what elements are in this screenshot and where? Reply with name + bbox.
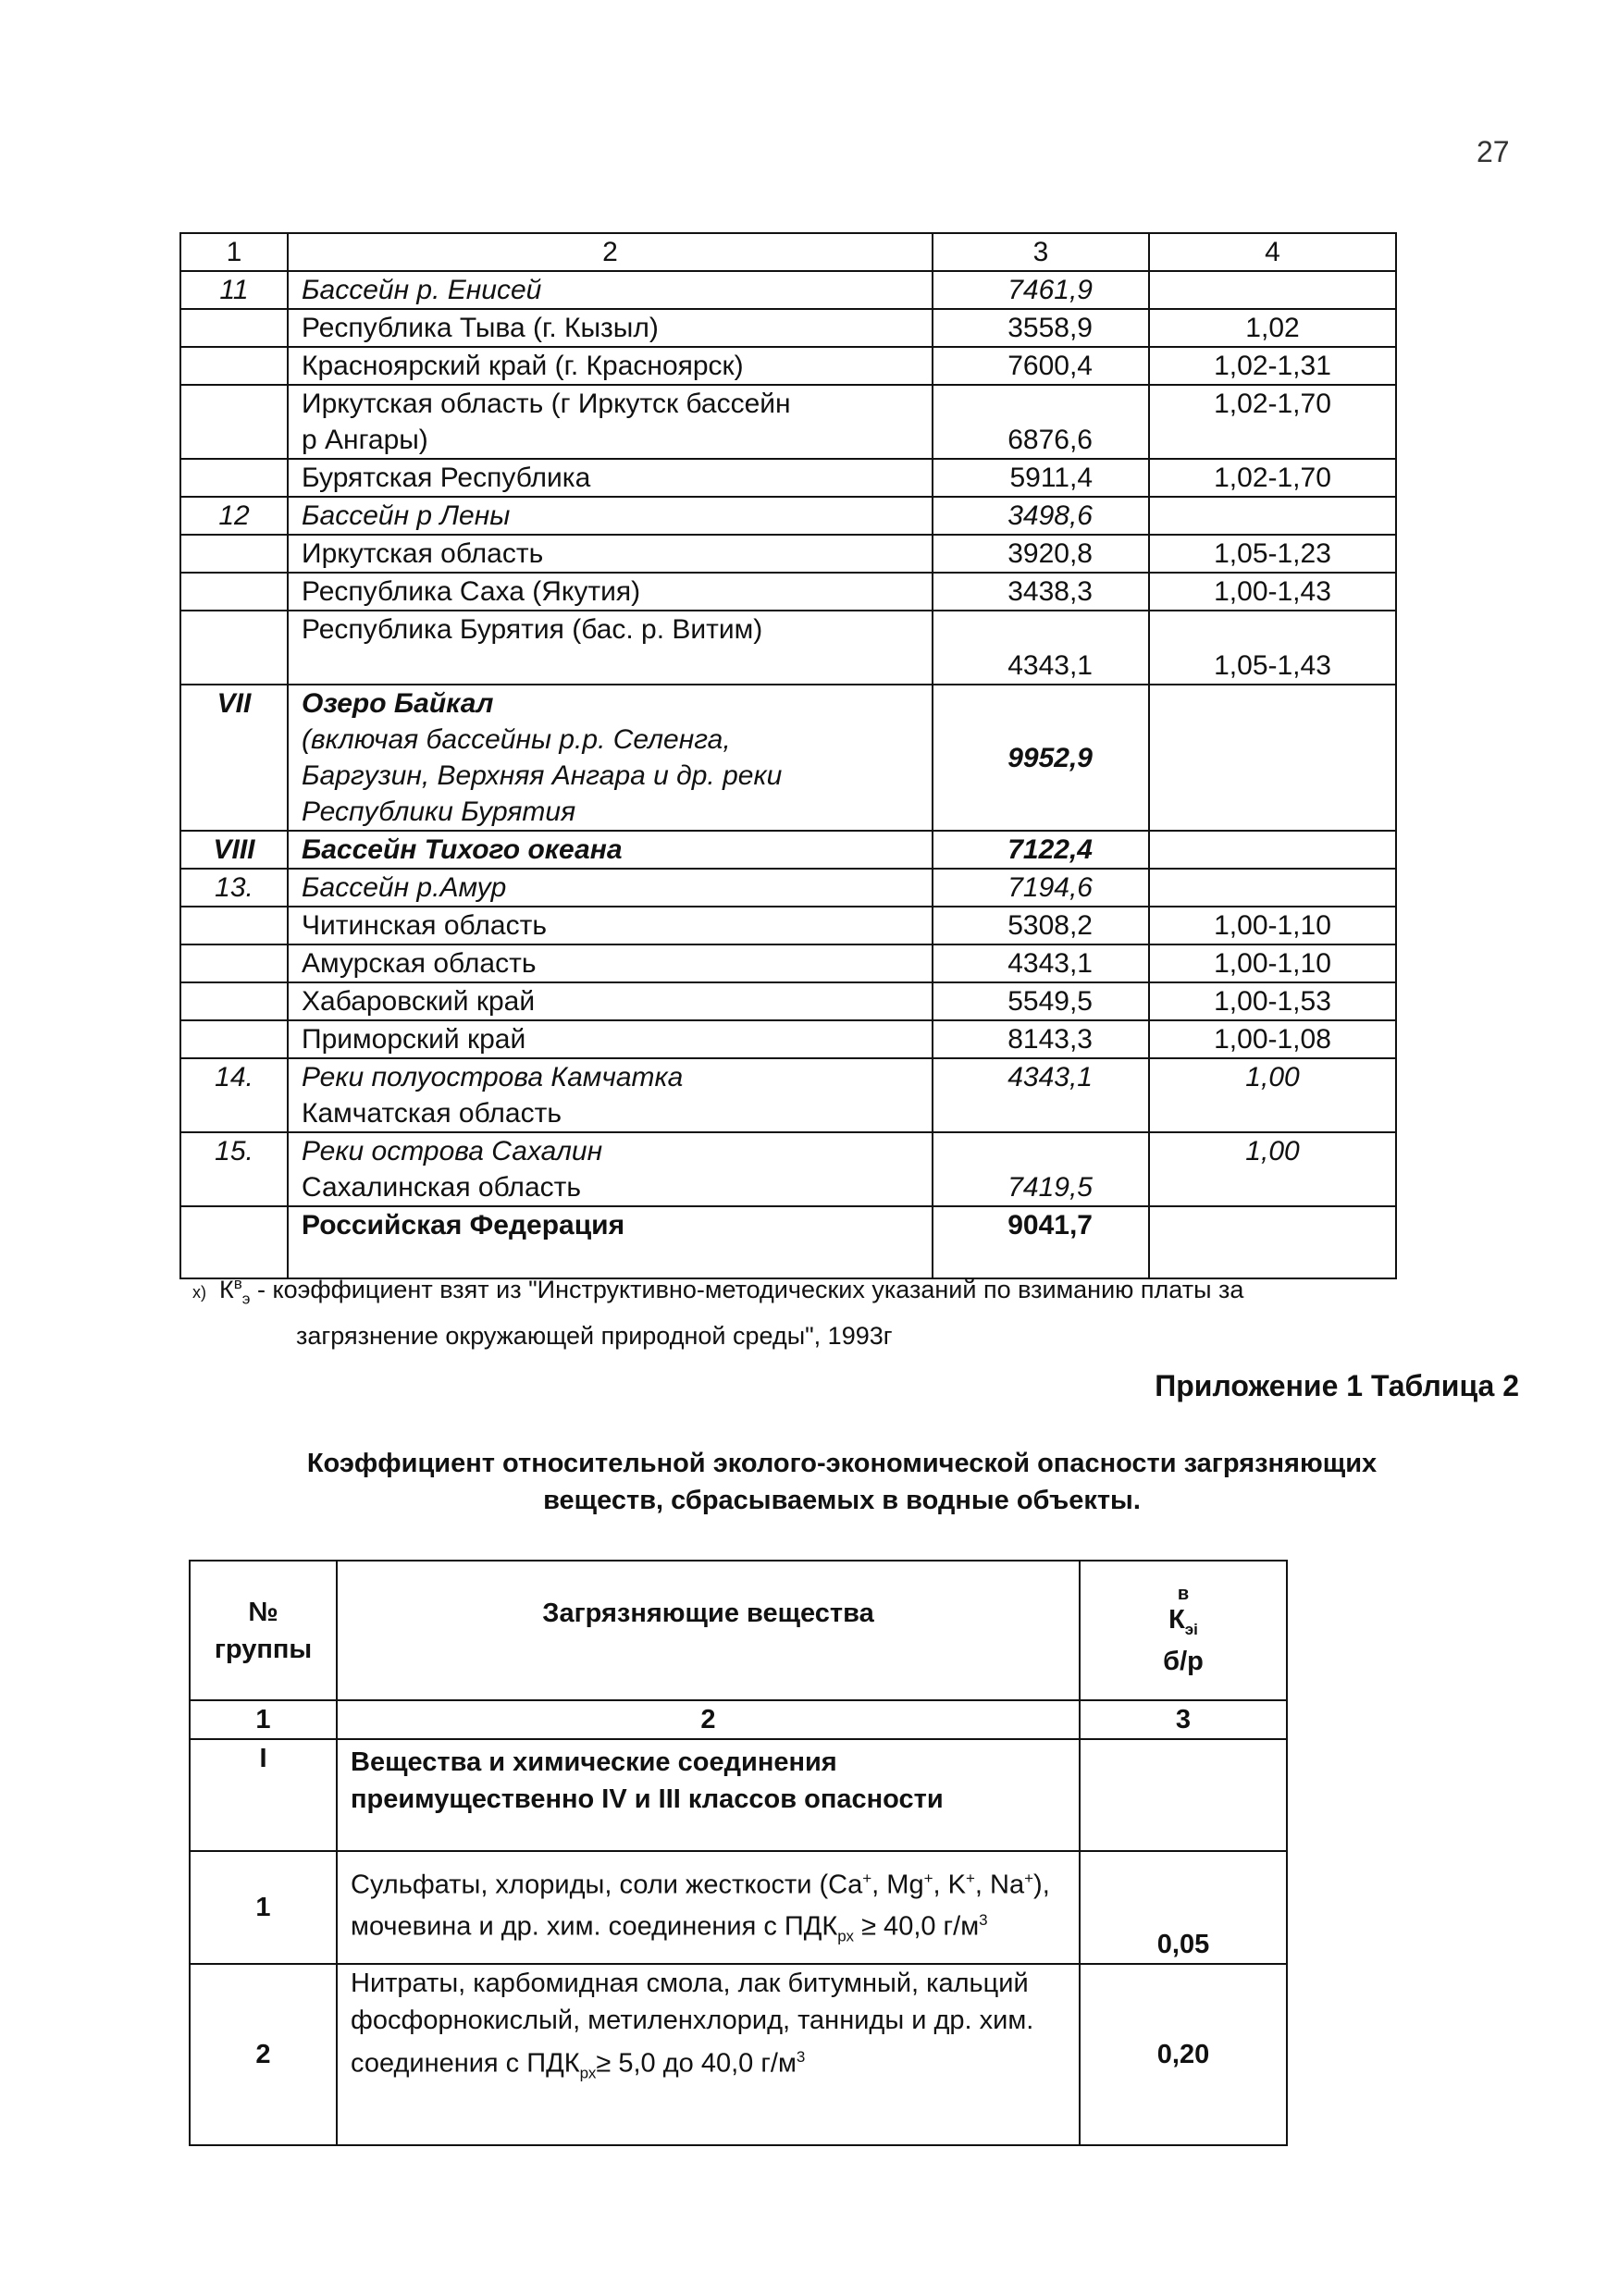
row-coef: 1,00-1,08 bbox=[1149, 1020, 1396, 1058]
row-coef: 1,00 bbox=[1149, 1132, 1396, 1206]
table-row bbox=[180, 685, 1396, 831]
row-num bbox=[180, 611, 288, 685]
header-group: группы bbox=[214, 1634, 313, 1664]
footnote-marker: х) bbox=[192, 1283, 206, 1302]
row-coef: 1,00 bbox=[1149, 1058, 1396, 1132]
column-numbers-row bbox=[190, 1700, 1287, 1739]
footnote bbox=[192, 1265, 1525, 1354]
text: ≥ 40,0 г/м bbox=[854, 1911, 980, 1942]
row-value: 9952,9 bbox=[933, 685, 1149, 831]
row-value: 5911,4 bbox=[933, 459, 1149, 497]
row-value: 6876,6 bbox=[933, 385, 1149, 459]
row-name bbox=[288, 1132, 933, 1206]
table-row bbox=[180, 982, 1396, 1020]
row-coef bbox=[1149, 831, 1396, 869]
sup: + bbox=[965, 1869, 975, 1887]
row-num bbox=[180, 535, 288, 573]
row-coef: 1,02 bbox=[1149, 309, 1396, 347]
table-row bbox=[190, 1739, 1287, 1851]
text: , Mg bbox=[871, 1870, 924, 1900]
row-num: 11 bbox=[180, 271, 288, 309]
row-value: 3438,3 bbox=[933, 573, 1149, 611]
row-coef: 1,05-1,23 bbox=[1149, 535, 1396, 573]
row-value: 7194,6 bbox=[933, 869, 1149, 907]
header-cell: 4 bbox=[1149, 233, 1396, 271]
header-coef-symbol bbox=[1094, 1604, 1273, 1646]
table-row bbox=[180, 831, 1396, 869]
footnote-symbol: К bbox=[219, 1276, 234, 1303]
row-num: 13. bbox=[180, 869, 288, 907]
table-row bbox=[180, 309, 1396, 347]
row-coef: 1,05-1,43 bbox=[1149, 611, 1396, 685]
column-number: 2 bbox=[337, 1700, 1080, 1739]
row-num bbox=[180, 459, 288, 497]
table-row bbox=[180, 385, 1396, 459]
row-name-title: Озеро Байкал bbox=[302, 688, 494, 719]
header-num-sign: № bbox=[248, 1597, 278, 1627]
row-name-title: Реки полуострова Камчатка bbox=[302, 1062, 684, 1092]
row-name: Приморский край bbox=[288, 1020, 933, 1058]
row-coef: 1,00-1,10 bbox=[1149, 944, 1396, 982]
column-number: 1 bbox=[190, 1700, 337, 1739]
row-name bbox=[337, 1964, 1080, 2145]
row-num bbox=[180, 907, 288, 944]
row-coef bbox=[1149, 497, 1396, 535]
header-coef-sup: в bbox=[1177, 1584, 1190, 1605]
row-value: 3920,8 bbox=[933, 535, 1149, 573]
header-coef-sub: эi bbox=[1184, 1620, 1198, 1638]
row-name: Бассейн р.Амур bbox=[288, 869, 933, 907]
text: , Na bbox=[974, 1870, 1025, 1900]
row-coef: 1,00-1,53 bbox=[1149, 982, 1396, 1020]
row-value: 7122,4 bbox=[933, 831, 1149, 869]
table-row bbox=[180, 869, 1396, 907]
row-num: I bbox=[190, 1739, 337, 1851]
table-row bbox=[180, 1020, 1396, 1058]
row-name bbox=[337, 1851, 1080, 1964]
row-num bbox=[180, 944, 288, 982]
table-header-row bbox=[190, 1561, 1287, 1700]
table-row bbox=[190, 1851, 1287, 1964]
row-name: Республика Саха (Якутия) bbox=[288, 573, 933, 611]
appendix-label: Приложение 1 Таблица 2 bbox=[1155, 1369, 1519, 1402]
row-name: Иркутская область bbox=[288, 535, 933, 573]
row-num bbox=[180, 1020, 288, 1058]
table-row bbox=[180, 573, 1396, 611]
row-value: 7600,4 bbox=[933, 347, 1149, 385]
row-coef: 1,00-1,10 bbox=[1149, 907, 1396, 944]
row-num: 15. bbox=[180, 1132, 288, 1206]
footnote-sub: э bbox=[241, 1290, 251, 1308]
row-name: Республика Тыва (г. Кызыл) bbox=[288, 309, 933, 347]
row-value: 4343,1 bbox=[933, 944, 1149, 982]
row-value: 5549,5 bbox=[933, 982, 1149, 1020]
row-name-detail: Сахалинская область bbox=[302, 1172, 581, 1203]
page-number: 27 bbox=[1477, 135, 1510, 168]
text: Сульфаты, хлориды, соли жесткости (Ca bbox=[351, 1870, 863, 1900]
row-num: VIII bbox=[180, 831, 288, 869]
row-name: Бурятская Республика bbox=[288, 459, 933, 497]
header-group-number bbox=[190, 1561, 337, 1700]
row-value: 5308,2 bbox=[933, 907, 1149, 944]
row-name: Читинская область bbox=[288, 907, 933, 944]
row-coef: 1,02-1,31 bbox=[1149, 347, 1396, 385]
row-value: 4343,1 bbox=[933, 611, 1149, 685]
row-name: Красноярский край (г. Красноярск) bbox=[288, 347, 933, 385]
row-name: Бассейн р Лены bbox=[288, 497, 933, 535]
table-row bbox=[180, 944, 1396, 982]
sup: + bbox=[1024, 1869, 1034, 1887]
basin-table bbox=[179, 232, 1397, 1279]
table-row bbox=[180, 907, 1396, 944]
row-value: 7461,9 bbox=[933, 271, 1149, 309]
text: ≥ 5,0 до 40,0 г/м bbox=[596, 2048, 797, 2079]
table-row bbox=[180, 611, 1396, 685]
table-row bbox=[180, 347, 1396, 385]
row-value: 0,20 bbox=[1080, 1964, 1287, 2145]
row-coef: 1,02-1,70 bbox=[1149, 385, 1396, 459]
table-row bbox=[180, 535, 1396, 573]
row-name: Иркутская область (г Иркутск бассейн р Ангары) bbox=[288, 385, 933, 459]
row-value bbox=[1080, 1739, 1287, 1851]
table-row bbox=[180, 459, 1396, 497]
table-row bbox=[180, 271, 1396, 309]
row-name: Вещества и химические соединения преимущественно IV и III классов опасности bbox=[337, 1739, 1080, 1851]
table2-title bbox=[185, 1445, 1499, 1519]
sup: 3 bbox=[979, 1910, 988, 1929]
row-name: Республика Бурятия (бас. р. Витим) bbox=[288, 611, 933, 685]
footnote-line1: - коэффициент взят из "Инструктивно-методических указаний по взиманию платы за bbox=[250, 1276, 1244, 1303]
header-cell: 3 bbox=[933, 233, 1149, 271]
header-cell: 2 bbox=[288, 233, 933, 271]
row-name-detail: Камчатская область bbox=[302, 1098, 562, 1129]
row-value: 8143,3 bbox=[933, 1020, 1149, 1058]
row-coef: 1,02-1,70 bbox=[1149, 459, 1396, 497]
row-value: 0,05 bbox=[1080, 1851, 1287, 1964]
row-value: 4343,1 bbox=[933, 1058, 1149, 1132]
row-num bbox=[180, 309, 288, 347]
table-header-row bbox=[180, 233, 1396, 271]
table2-title-line2: веществ, сбрасываемых в водные объекты. bbox=[543, 1486, 1141, 1515]
row-coef bbox=[1149, 685, 1396, 831]
header-coef-k: К bbox=[1168, 1605, 1185, 1636]
row-name: Хабаровский край bbox=[288, 982, 933, 1020]
footnote-sup: в bbox=[233, 1275, 242, 1292]
text: ), мочевина и др. хим. соединения с ПДК bbox=[351, 1870, 1050, 1942]
row-value: 3498,6 bbox=[933, 497, 1149, 535]
row-num: 2 bbox=[190, 1964, 337, 2145]
row-name: Бассейн Тихого океана bbox=[288, 831, 933, 869]
row-num bbox=[180, 347, 288, 385]
text: , K bbox=[933, 1870, 966, 1900]
row-name: Российская Федерация bbox=[288, 1206, 933, 1278]
row-name: Амурская область bbox=[288, 944, 933, 982]
row-name bbox=[288, 1058, 933, 1132]
header-cell: 1 bbox=[180, 233, 288, 271]
header-coef-unit: б/р bbox=[1163, 1646, 1204, 1676]
table-row bbox=[180, 1132, 1396, 1206]
row-num bbox=[180, 385, 288, 459]
row-coef bbox=[1149, 271, 1396, 309]
header-coefficient bbox=[1080, 1561, 1287, 1700]
row-value: 7419,5 bbox=[933, 1132, 1149, 1206]
pollutants-table bbox=[189, 1560, 1288, 2146]
table-row bbox=[180, 497, 1396, 535]
footnote-line2: загрязнение окружающей природной среды", 1993г bbox=[296, 1322, 893, 1351]
sup: + bbox=[862, 1869, 872, 1887]
column-number: 3 bbox=[1080, 1700, 1287, 1739]
sup: + bbox=[923, 1869, 933, 1887]
row-value: 3558,9 bbox=[933, 309, 1149, 347]
row-num: 12 bbox=[180, 497, 288, 535]
row-num: 14. bbox=[180, 1058, 288, 1132]
row-num bbox=[180, 573, 288, 611]
row-name-title: Реки острова Сахалин bbox=[302, 1136, 603, 1167]
sub: рх bbox=[837, 1927, 855, 1945]
table-row bbox=[180, 1058, 1396, 1132]
sub: рх bbox=[579, 2064, 597, 2082]
row-name: Бассейн р. Енисей bbox=[288, 271, 933, 309]
row-value: 9041,7 bbox=[933, 1206, 1149, 1278]
row-name-detail: (включая бассейны р.р. Селенга, Баргузин, Верхняя Ангара и др. реки Республики Бурятия bbox=[302, 724, 783, 827]
table2-title-line1: Коэффициент относительной эколого-экономической опасности загрязняющих bbox=[306, 1449, 1378, 1478]
row-num: VII bbox=[180, 685, 288, 831]
table-row bbox=[190, 1964, 1287, 2145]
sup: 3 bbox=[796, 2048, 806, 2066]
row-coef: 1,00-1,43 bbox=[1149, 573, 1396, 611]
row-coef bbox=[1149, 869, 1396, 907]
text: Нитраты, карбомидная смола, лак битумный, кальций фосфорнокислый, метиленхлорид, танниды и др. хим. соединения с ПДК bbox=[351, 1969, 1034, 2079]
header-pollutants: Загрязняющие вещества bbox=[337, 1561, 1080, 1700]
row-num bbox=[180, 982, 288, 1020]
row-num: 1 bbox=[190, 1851, 337, 1964]
row-name bbox=[288, 685, 933, 831]
